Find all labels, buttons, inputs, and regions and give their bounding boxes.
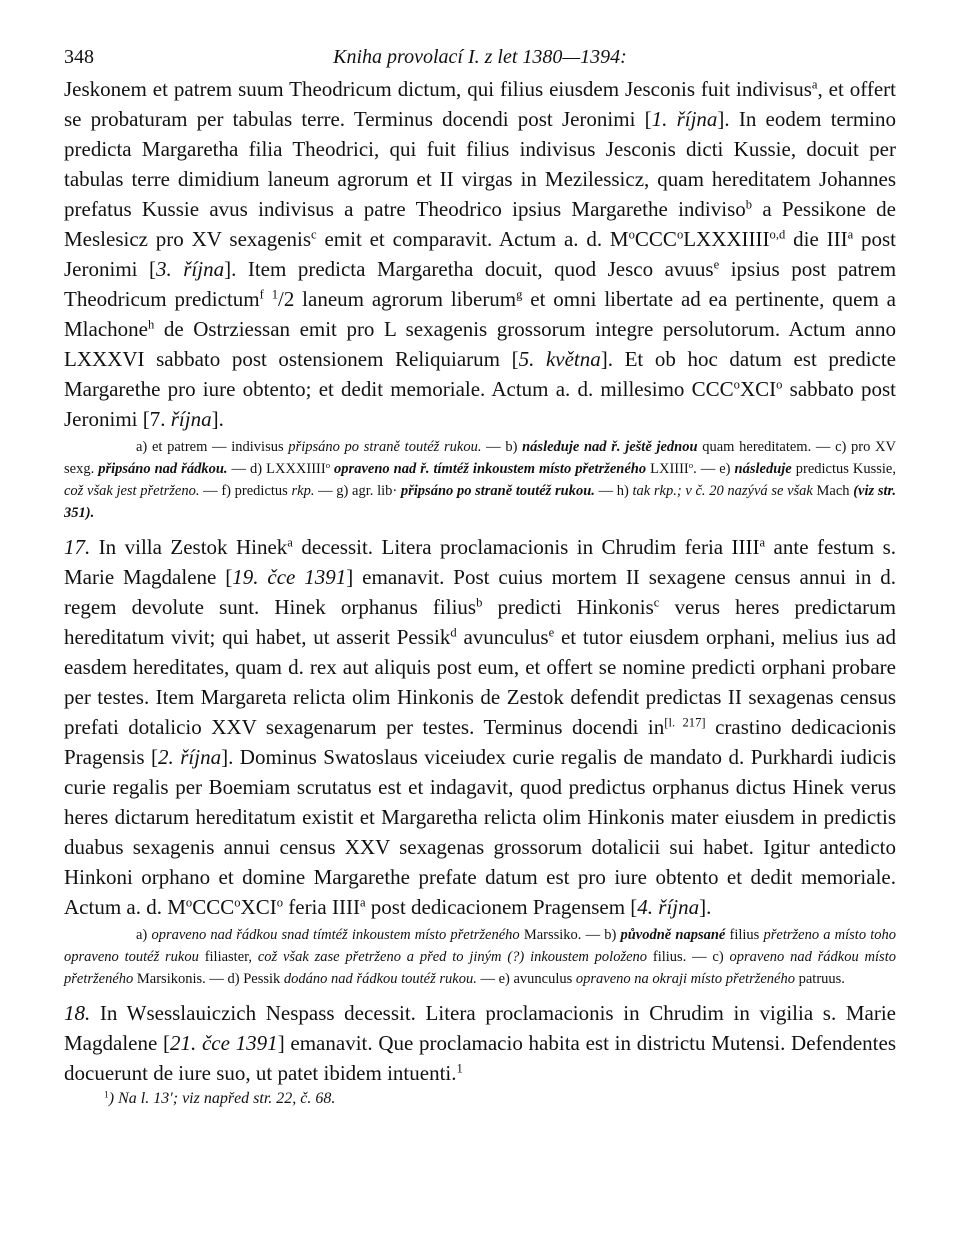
superscript-mark: o	[325, 459, 331, 470]
text-run: filius. — c)	[647, 949, 730, 965]
text-run: a)	[136, 927, 152, 943]
text-run: — d) LXXXIIII	[227, 461, 326, 477]
superscript-mark: c	[311, 227, 317, 242]
superscript-mark: o	[776, 377, 783, 392]
text-run: die III	[785, 227, 848, 251]
superscript-mark: [l. 217]	[664, 715, 706, 730]
superscript-mark: o	[185, 895, 193, 910]
text-run: et omni libertate ad ea pertinente, quem a Mlachone	[64, 287, 897, 341]
text-run: et patrem — indivisus	[151, 439, 289, 455]
text-run: připsáno nad řádkou.	[98, 461, 228, 477]
superscript-mark: g	[516, 287, 523, 302]
text-run: opraveno nad řádkou místo přetrženého	[64, 949, 896, 987]
text-run: . — e)	[693, 461, 735, 477]
superscript-mark: a	[759, 535, 766, 550]
superscript-mark: o	[733, 377, 740, 392]
superscript-mark: a	[359, 895, 366, 910]
text-run: In Wsesslauiczich Nespass decessit. Litera proclamacionis in Chrudim in vigilia s. Marie Magdalene [	[64, 1001, 896, 1055]
text-run: připsáno po straně toutéž rukou.	[400, 483, 595, 499]
text-run: et tutor eiusdem orphani, melius ius ad easdem hereditates, quam d. rex aut aliquis post eum, et offert se nomine predicti orphani probare per testes. Item Margareta relicta olim Hinkonis de Zestok defendit predictas II sexagenas census prefati dotalicio XXV sexagenarum per testes. Terminus docendi in	[64, 625, 896, 739]
text-run: laneum agrorum liberum	[294, 287, 517, 311]
text-run: opraveno nad řádkou snad tímtéž inkoustem místo přetrženého	[151, 927, 520, 943]
superscript-mark: e	[548, 625, 555, 640]
text-run: (viz str. 351).	[64, 483, 896, 521]
text-run: predicti Hinkonis	[482, 595, 654, 619]
text-run: In villa Zestok Hinek	[90, 535, 288, 559]
superscript-mark: d	[450, 625, 457, 640]
text-run: ].	[211, 407, 224, 431]
superscript-mark: b	[745, 197, 753, 212]
entry-18	[64, 998, 896, 1088]
textual-notes-17	[64, 924, 896, 990]
text-run: , et offert se probaturam per tabulas terre. Terminus docendi post Jeronimi [	[64, 77, 896, 131]
text-run: Jeskonem et patrem suum Theodricum dictum, qui filius eiusdem Jesconis fuit indivisus	[64, 77, 812, 101]
text-run: XCI	[739, 377, 777, 401]
superscript-mark: f	[259, 287, 264, 302]
text-run: emit et comparavit. Actum a. d. M	[316, 227, 629, 251]
text-run: 4. října	[637, 895, 700, 919]
page-body	[64, 74, 896, 1110]
text-run: feria IIII	[283, 895, 360, 919]
text-run: Marssiko. — b)	[519, 927, 621, 943]
text-run: a)	[136, 439, 152, 455]
entry-16-continuation	[64, 74, 896, 434]
text-run: Mach	[812, 483, 854, 499]
text-run: a Pessikone de Meslesicz pro XV sexagenis	[64, 197, 896, 251]
text-run: přetrženo a místo toho opraveno toutéž rukou	[64, 927, 897, 965]
text-run: quam hereditatem. — c) pro XV sexg.	[64, 439, 896, 477]
superscript-mark: o	[676, 227, 684, 242]
text-run: crastino dedicacionis Pragensis [	[64, 715, 897, 769]
superscript-mark: a	[847, 227, 854, 242]
text-run: připsáno po straně toutéž rukou.	[288, 439, 482, 455]
text-run: CCC	[634, 227, 677, 251]
text-run: CCC	[192, 895, 235, 919]
text-run: avunculus	[456, 625, 549, 649]
superscript-mark: h	[147, 317, 155, 332]
text-run: původně napsané	[620, 927, 726, 943]
text-run: filius	[725, 927, 764, 943]
superscript-mark: b	[476, 595, 483, 610]
superscript-mark: a	[287, 535, 293, 550]
text-run: LXXXIIII	[683, 227, 770, 251]
text-run: — g) agr. lib·	[314, 483, 401, 499]
superscript-mark: o	[234, 895, 241, 910]
superscript-mark: 1	[104, 1089, 109, 1101]
text-run: ) Na l. 13′; viz napřed str. 22, č. 68.	[108, 1090, 336, 1107]
text-run: ] emanavit. Que proclamacio habita est in districtu Mutensi. Defendentes docuerunt de iure suo, ut patet ibidem intuenti.	[64, 1031, 896, 1085]
text-run: tak rkp.; v č. 20 nazývá se však	[632, 483, 813, 499]
text-run: opraveno nad ř. tímtéž inkoustem místo přetrženého	[330, 461, 647, 477]
superscript-mark: c	[653, 595, 660, 610]
text-run: ipsius post patrem Theodricum predictum	[64, 257, 897, 311]
superscript-mark: o	[628, 227, 635, 242]
text-run: predictus Kussie,	[791, 461, 896, 477]
page-header	[64, 40, 896, 74]
entry-number: 17.	[64, 535, 91, 559]
text-run: což však zase přetrženo a před to jiným (?) inkoustem položeno	[257, 949, 648, 965]
textual-notes-16	[64, 436, 896, 524]
text-run: 2. října	[157, 745, 222, 769]
text-run: /2	[277, 287, 295, 311]
text-run: ]. In eodem termino predicta Margaretha filia Theodrici, qui fuit filius indivisus Jesconis dicti Kussie, docuit per tabulas terre dimidium laneum agrorum et II virgas in Mezilessicz, quam hereditatem Johannes prefatus Kussie avus indivisus a patre Theodrico ipsius Margarethe indiviso	[64, 107, 897, 221]
text-run: října	[170, 407, 212, 431]
text-run: decessit. Litera proclamacionis in Chrudim feria IIII	[292, 535, 760, 559]
text-run: dodáno nad řádkou toutéž rukou.	[283, 971, 477, 987]
text-run: 5. května	[518, 347, 601, 371]
text-run: 21. čce 1391	[170, 1031, 278, 1055]
text-run: ]. Dominus Swatoslaus viceiudex curie regalis de mandato d. Purkhardi iudicis curie regalis per Boemiam scrutatus est et indagavit, quod predictus orphanus dictus Hinek verus heres dictarum hereditatum existit et Margaretha relicta olim Hinkonis mater eiusdem in predictis duabus sexagenis annui census XXV sexagenas grossorum dotalicii sui habet. Igitur antedicto Hinkoni orphano et domine Margarethe prefate datum est pro iure obtento et dedit memoriale. Actum a. d. M	[64, 745, 896, 919]
page-number: 348	[64, 46, 94, 68]
text-run: post dedicacionem Pragensem [	[365, 895, 638, 919]
text-run: LXIIII	[646, 461, 689, 477]
text-run: patruus.	[795, 971, 845, 987]
footnote	[104, 1088, 896, 1110]
superscript-mark: 1	[456, 1061, 463, 1076]
text-run: 19. čce 1391	[232, 565, 347, 589]
superscript-mark: o,d	[769, 227, 786, 242]
text-run: — f) predictus	[199, 483, 292, 499]
text-run: ante festum s. Marie Magdalene [	[64, 535, 896, 589]
text-run: de Ostrziessan emit pro L sexagenis grossorum integre persolutorum. Actum anno LXXXVI sabbato post ostensionem Reliquiarum [	[64, 317, 896, 371]
superscript-mark: o	[276, 895, 283, 910]
text-run: 3. října	[156, 257, 225, 281]
superscript-mark: a	[811, 77, 818, 92]
entry-number: 18.	[64, 1001, 91, 1025]
text-run: sabbato post Jeronimi [7.	[64, 377, 897, 431]
text-run: což však jest přetrženo.	[64, 483, 200, 499]
text-run: následuje nad ř. ještě jednou	[522, 439, 698, 455]
superscript-mark: e	[713, 257, 720, 272]
text-run: rkp.	[291, 483, 315, 499]
superscript-mark: o	[688, 459, 694, 470]
text-run: ]. Item predicta Margaretha docuit, quod Jesco avuus	[224, 257, 714, 281]
text-run: ]. Et ob hoc datum est predicte Margarethe pro iure obtento; et dedit memoriale. Actum a. d. millesimo CCC	[64, 347, 897, 401]
entry-17	[64, 532, 896, 922]
text-run: ].	[699, 895, 712, 919]
text-run: následuje	[734, 461, 792, 477]
text-run: filiaster,	[198, 949, 258, 965]
text-run: opraveno na okraji místo přetrženého	[575, 971, 795, 987]
text-run: verus heres predictarum hereditatum vivit; qui habet, ut asserit Pessik	[64, 595, 896, 649]
text-run: Marsikonis. — d) Pessik	[133, 971, 284, 987]
superscript-mark: 1	[271, 287, 278, 302]
text-run: — e) avunculus	[476, 971, 576, 987]
text-run: — h)	[594, 483, 633, 499]
text-run	[264, 287, 272, 311]
text-run: XCI	[240, 895, 277, 919]
text-run: ] emanavit. Post cuius mortem II sexagene census annui in d. regem devolute sunt. Hinek orphanus filius	[64, 565, 896, 619]
text-run: 1. října	[651, 107, 718, 131]
running-title: Kniha provolací I. z let 1380—1394:	[333, 46, 627, 68]
text-run: post Jeronimi [	[64, 227, 897, 281]
text-run: — b)	[481, 439, 523, 455]
